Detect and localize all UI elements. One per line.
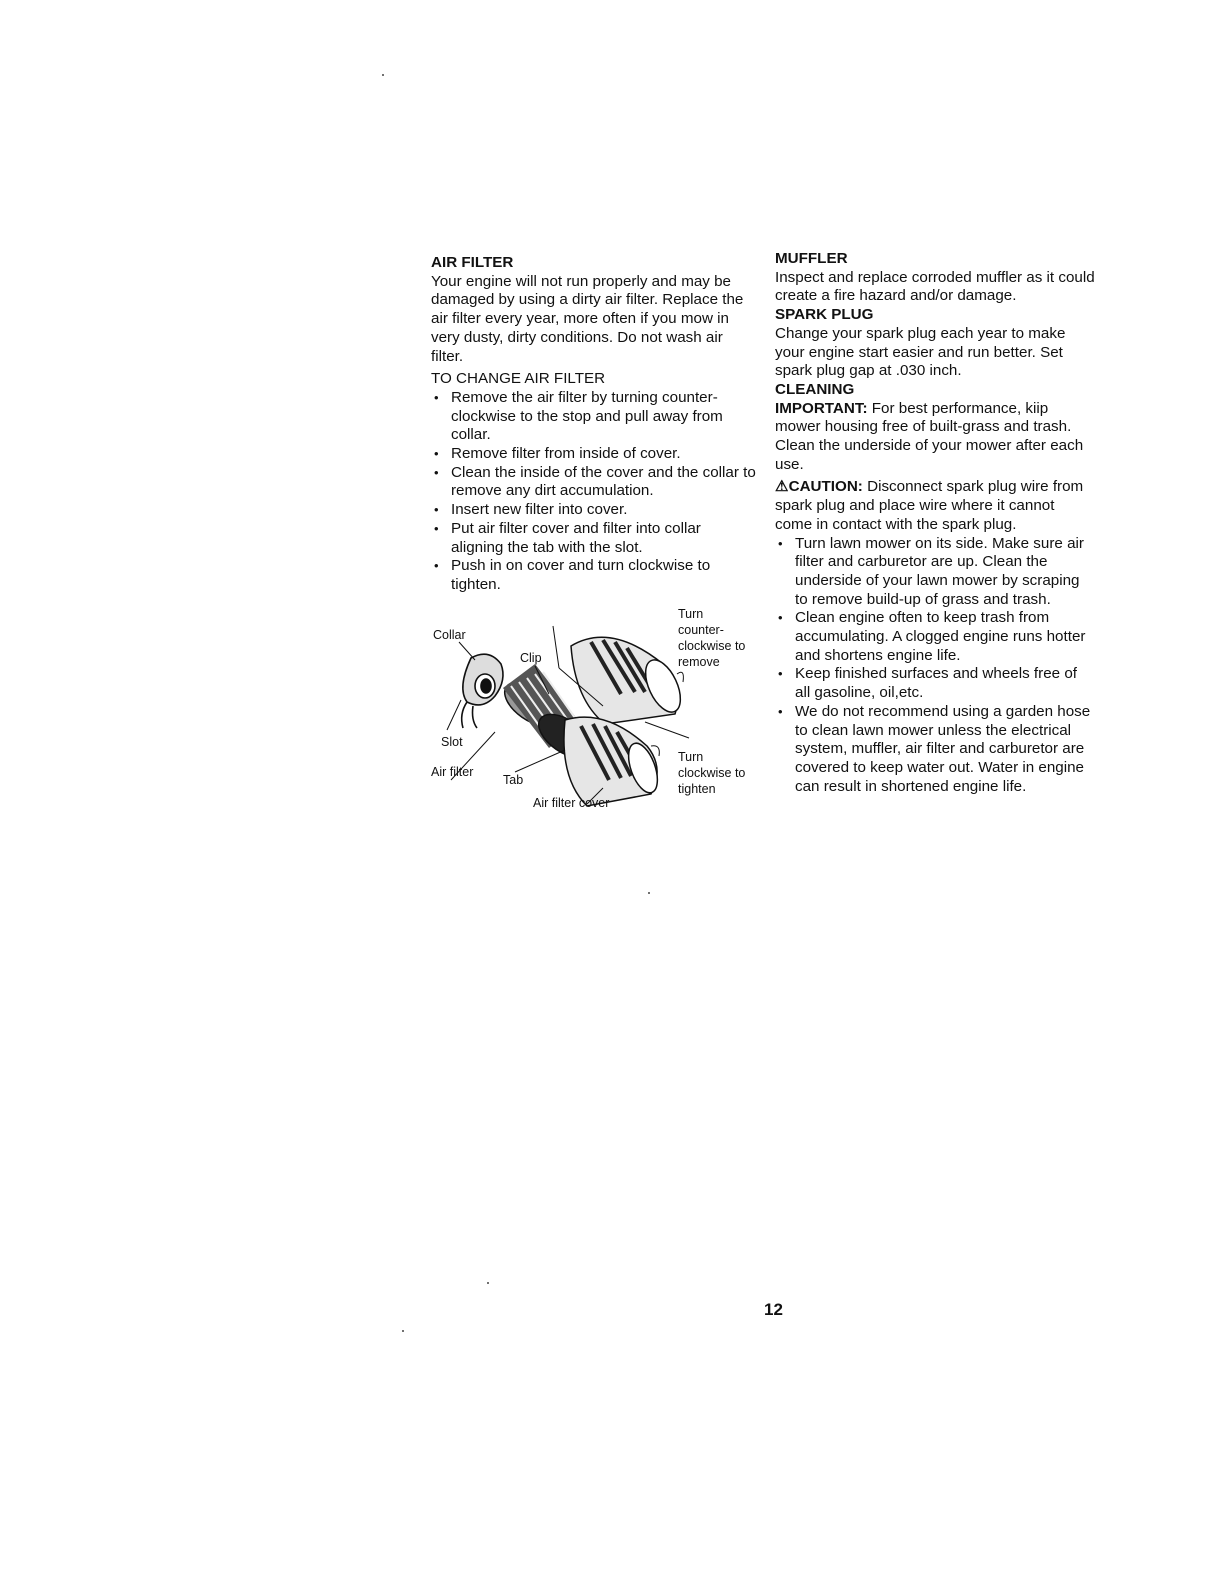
clip-label: Clip xyxy=(520,651,542,665)
important-paragraph xyxy=(775,400,1095,475)
list-item: • Turn lawn mower on its side. Make sure air filter and carburetor are up. Clean the underside of your lawn mower by scraping to remove build-up of grass and trash. xyxy=(775,535,1095,610)
list-item: • Insert new filter into cover. xyxy=(431,501,757,520)
important-label: IMPORTANT: xyxy=(775,399,868,417)
scan-speck xyxy=(382,74,384,76)
air-filter-heading: AIR FILTER xyxy=(431,254,514,271)
turn-clockwise-label: Turn clockwise to tighten xyxy=(678,750,746,796)
list-item: • Remove filter from inside of cover. xyxy=(431,445,757,464)
caution-paragraph xyxy=(775,478,1095,534)
cleaning-heading: CLEANING xyxy=(775,380,855,398)
turn-counterclockwise-label: Turn counter-clockwise to remove xyxy=(678,607,746,669)
change-air-filter-heading: TO CHANGE AIR FILTER xyxy=(431,370,606,388)
page-number: 12 xyxy=(764,1300,783,1319)
collar-label: Collar xyxy=(433,628,466,642)
scan-speck xyxy=(402,1330,404,1332)
spark-plug-heading: SPARK PLUG xyxy=(775,306,874,324)
list-item: • Put air filter cover and filter into collar aligning the tab with the slot. xyxy=(431,520,757,557)
list-item: • Clean engine often to keep trash from accumulating. A clogged engine runs hotter and shortens engine life. xyxy=(775,609,1095,665)
list-item: • Keep finished surfaces and wheels free of all gasoline, oil,etc. xyxy=(775,665,1095,702)
scan-speck xyxy=(648,892,650,894)
air-filter-steps xyxy=(431,389,757,595)
air-filter-text: Your engine will not run properly and may be damaged by using a dirty air filter. Replace the air filter every year, more often if you mow in very dusty, dirty conditions. Do not wash air filter. xyxy=(431,272,744,365)
list-item: • Clean the inside of the cover and the collar to remove any dirt accumulation. xyxy=(431,464,757,501)
lower-cover-illustration xyxy=(564,717,663,806)
slot-label: Slot xyxy=(441,735,463,749)
muffler-text: Inspect and replace corroded muffler as it could create a fire hazard and/or damage. xyxy=(775,268,1095,305)
air-filter-cover-label: Air filter cover xyxy=(533,796,610,810)
list-item: • Remove the air filter by turning counter-clockwise to the stop and pull away from collar. xyxy=(431,389,757,445)
tab-label: Tab xyxy=(503,773,524,787)
air-filter-label: Air filter xyxy=(431,765,474,779)
caution-text: Disconnect spark plug wire from spark plug and place wire where it cannot come in contact with the spark plug. xyxy=(775,478,1084,533)
spark-plug-text: Change your spark plug each year to make your engine start easier and run better. Set spark plug gap at .030 inch. xyxy=(775,324,1066,380)
list-item: • We do not recommend using a garden hose to clean lawn mower unless the electrical system, muffler, air filter and carburetor are covered to keep water out. Water in engine can result in shortened engine life. xyxy=(775,703,1095,797)
collar-illustration xyxy=(462,654,503,728)
upper-cover-illustration xyxy=(571,637,688,724)
right-column xyxy=(775,250,1095,796)
air-filter-diagram xyxy=(431,602,761,832)
cleaning-tips xyxy=(775,535,1095,797)
caution-label: CAUTION: xyxy=(788,478,863,496)
important-text: For best performance, kiip mower housing free of built-grass and trash. Clean the underside of your mower after each use. xyxy=(775,399,1084,473)
scan-speck xyxy=(487,1282,489,1284)
warning-triangle-icon: ⚠ xyxy=(775,478,789,496)
left-column xyxy=(431,254,757,595)
list-item: • Push in on cover and turn clockwise to tighten. xyxy=(431,557,757,594)
muffler-heading: MUFFLER xyxy=(775,250,848,267)
